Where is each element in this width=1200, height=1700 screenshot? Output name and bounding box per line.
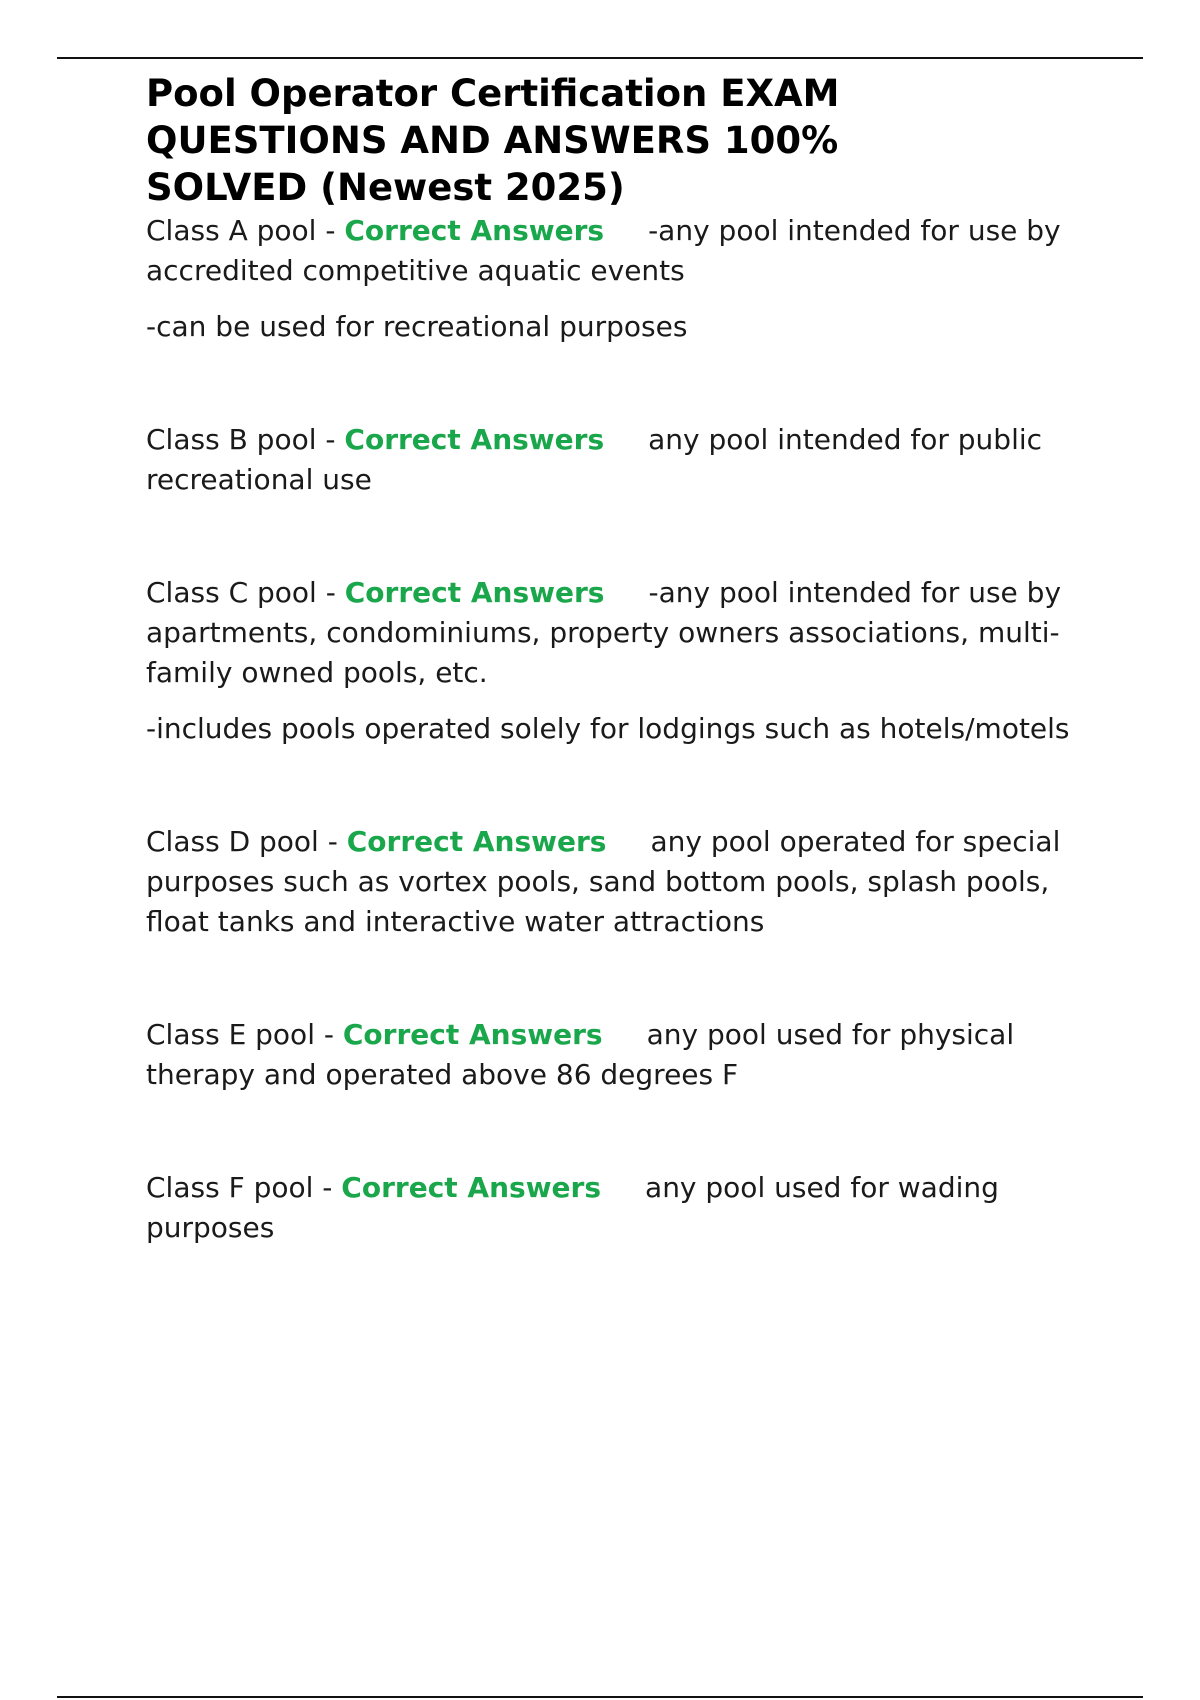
answer-text: -any pool intended for use by apartments, condominiums, property owners associations, multi-family owned pools, etc. (146, 576, 1062, 689)
qa-entry-class-e (146, 1015, 1106, 1095)
qa-line (146, 573, 1106, 693)
correct-answers-label: Correct Answers (342, 1018, 603, 1051)
qa-entry-class-d (146, 822, 1106, 942)
answer-text: any pool operated for special purposes such as vortex pools, sand bottom pools, splash pools, float tanks and interactive water attractions (146, 825, 1061, 938)
question-term: Class D pool - (146, 825, 347, 858)
top-rule (57, 57, 1143, 59)
qa-line (146, 1015, 1106, 1095)
qa-line (146, 822, 1106, 942)
answer-text: any pool used for physical therapy and operated above 86 degrees F (146, 1018, 1015, 1091)
question-term: Class C pool - (146, 576, 345, 609)
document-body (146, 70, 1106, 1248)
qa-entry-class-a (146, 211, 1106, 347)
correct-answers-label: Correct Answers (344, 423, 605, 456)
bottom-rule (57, 1696, 1143, 1698)
qa-line (146, 211, 1106, 291)
document-title: Pool Operator Certification EXAM QUESTIONS AND ANSWERS 100% SOLVED (Newest 2025) (146, 72, 840, 209)
question-term: Class F pool - (146, 1171, 342, 1204)
answer-text: any pool used for wading purposes (146, 1171, 999, 1244)
qa-line (146, 420, 1106, 500)
answer-text: any pool intended for public recreational use (146, 423, 1043, 496)
qa-entry-class-c (146, 573, 1106, 749)
correct-answers-label: Correct Answers (344, 214, 605, 247)
question-term: Class E pool - (146, 1018, 343, 1051)
correct-answers-label: Correct Answers (344, 576, 605, 609)
correct-answers-label: Correct Answers (346, 825, 607, 858)
answer-note: -can be used for recreational purposes (146, 310, 688, 343)
qa-line (146, 1168, 1106, 1248)
qa-entry-class-f (146, 1168, 1106, 1248)
question-term: Class B pool - (146, 423, 345, 456)
answer-note: -includes pools operated solely for lodgings such as hotels/motels (146, 712, 1070, 745)
correct-answers-label: Correct Answers (341, 1171, 602, 1204)
answer-text: -any pool intended for use by accredited competitive aquatic events (146, 214, 1061, 287)
question-term: Class A pool - (146, 214, 345, 247)
qa-entry-class-b (146, 420, 1106, 500)
